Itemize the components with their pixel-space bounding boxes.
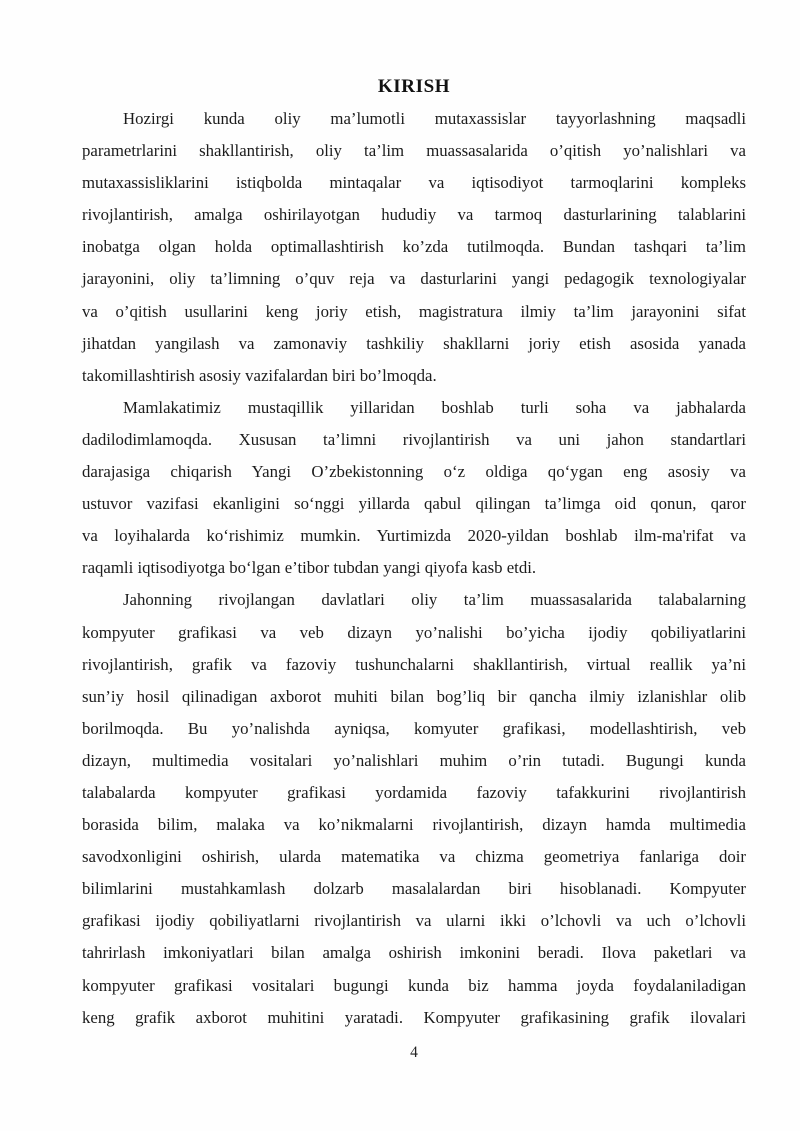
text-line: ustuvor vazifasi ekanligini soʻnggi yillarda qabul qilingan ta’limga oid qonun, qaror	[82, 494, 746, 514]
text-line: parametrlarini shakllantirish, oliy ta’lim muassasalarida o’qitish yo’nalishlari va	[82, 141, 746, 161]
text-line: mutaxassisliklarini istiqbolda mintaqalar va iqtisodiyot tarmoqlarini kompleks	[82, 173, 746, 193]
text-line: Hozirgi kunda oliy ma’lumotli mutaxassislar tayyorlashning maqsadli	[123, 109, 746, 128]
text-line: jihatdan yangilash va zamonaviy tashkiliy shakllarni joriy etish asosida yanada	[82, 333, 746, 353]
document-content	[82, 70, 746, 1069]
text-line: va o’qitish usullarini keng joriy etish, magistratura ilmiy ta’lim jarayonini sifat	[82, 301, 746, 321]
text-line: bilimlarini mustahkamlash dolzarb masalalardan biri hisoblanadi. Kompyuter	[82, 879, 746, 899]
page-title: KIRISH	[377, 76, 451, 97]
text-line: Jahonning rivojlangan davlatlari oliy ta’lim muassasalarida talabalarning	[123, 590, 746, 610]
text-line: Mamlakatimiz mustaqillik yillaridan boshlab turli soha va jabhalarda	[123, 397, 746, 417]
text-line: takomillashtirish asosiy vazifalardan biri bo’lmoqda.	[82, 365, 437, 385]
text-line: kompyuter grafikasi va veb dizayn yo’nalishi bo’yicha ijodiy qobiliyatlarini	[82, 622, 746, 642]
text-line: darajasiga chiqarish Yangi O’zbekistonning oʻz oldiga qoʻygan eng asosiy va	[82, 462, 746, 482]
text-line: keng grafik axborot muhitini yaratadi. Kompyuter grafikasining grafik ilovalari	[82, 1007, 746, 1027]
document-body	[82, 103, 746, 1034]
text-line: borilmoqda. Bu yo’nalishda ayniqsa, komyuter grafikasi, modellashtirish, veb	[82, 718, 746, 738]
text-line: savodxonligini oshirish, ularda matematika va chizma geometriya fanlariga doir	[82, 847, 746, 867]
text-line: va loyihalarda koʻrishimiz mumkin. Yurtimizda 2020-yildan boshlab ilm-ma'rifat va	[82, 526, 746, 546]
text-line: rivojlantirish, amalga oshirilayotgan hududiy va tarmoq dasturlarining talablarini	[82, 205, 746, 225]
text-line: dadilodimlamoqda. Xususan ta’limni rivojlantirish va uni jahon standartlari	[82, 429, 746, 449]
text-line: borasida bilim, malaka va ko’nikmalarni rivojlantirish, dizayn hamda multimedia	[82, 815, 746, 835]
text-line: grafikasi ijodiy qobiliyatlarni rivojlantirish va ularni ikki o’lchovli va uch o’lchovli	[82, 911, 746, 931]
text-line: jarayonini, oliy ta’limning o’quv reja va dasturlarini yangi pedagogik texnologiyalar	[82, 269, 746, 289]
text-line: dizayn, multimedia vositalari yo’nalishlari muhim o’rin tutadi. Bugungi kunda	[82, 750, 746, 770]
text-line: raqamli iqtisodiyotga boʻlgan e’tibor tubdan yangi qiyofa kasb etdi.	[82, 558, 537, 578]
paragraph	[82, 584, 746, 1033]
text-line: sun’iy hosil qilinadigan axborot muhiti bilan bog’liq bir qancha ilmiy izlanishlar olib	[82, 686, 746, 706]
paragraph	[82, 392, 746, 585]
text-line: inobatga olgan holda optimallashtirish ko’zda tutilmoqda. Bundan tashqari ta’lim	[82, 237, 746, 257]
page-number: 4	[410, 1043, 418, 1061]
text-line: kompyuter grafikasi vositalari bugungi kunda biz hamma joyda foydalaniladigan	[82, 975, 746, 995]
text-line: tahrirlash imkoniyatlari bilan amalga oshirish imkonini beradi. Ilova paketlari va	[82, 943, 746, 963]
paragraph	[82, 103, 746, 392]
text-line: talabalarda kompyuter grafikasi yordamida fazoviy tafakkurini rivojlantirish	[82, 782, 746, 802]
text-line: rivojlantirish, grafik va fazoviy tushunchalarni shakllantirish, virtual reallik ya’ni	[82, 654, 746, 674]
